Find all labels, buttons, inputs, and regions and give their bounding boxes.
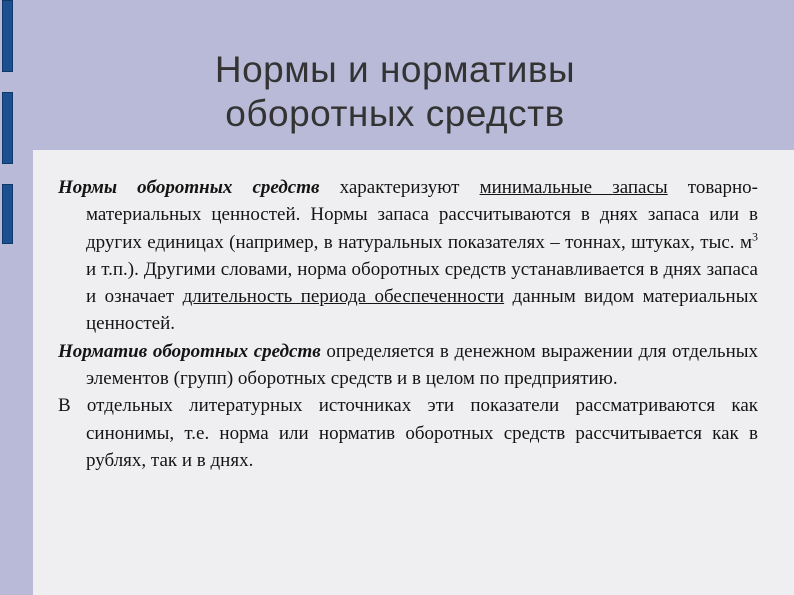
text-span: определяется в денежном выражении для отдельных элементов (групп) оборотных средств и в целом по предприятию. (86, 340, 758, 390)
side-bar-segment (2, 184, 13, 244)
text-span: В отдельных литературных источниках эти показатели рассматриваются как синонимы, т.е. норма или норматив оборотных средств рассчитывается как в рублях, так и в днях. (58, 395, 758, 471)
text-span: товарно-материальных ценностей. Нормы запаса рассчитываются в днях запаса или в других единицах (например, в натуральных показателях – тоннах, штуках, тыс. м (86, 177, 759, 253)
term-norms: Нормы оборотных средств (58, 177, 320, 198)
side-bar-segment (2, 0, 13, 72)
slide-title (80, 48, 710, 136)
slide-title-line2: оборотных средств (225, 93, 565, 134)
text-span: характеризуют (319, 177, 480, 198)
underlined-word: минимальные (479, 177, 613, 198)
text-span: данным видом материальных ценностей. (86, 286, 758, 335)
side-bar-segment (2, 92, 13, 164)
slide-body (58, 174, 758, 474)
underlined-word: запасы (612, 177, 668, 198)
decorative-side-bar (0, 0, 17, 595)
underlined-word: длительность (182, 286, 301, 308)
paragraph-normative (58, 338, 758, 393)
underlined-word: обеспеченности (374, 286, 505, 308)
paragraph-norms (58, 174, 758, 338)
underlined-word: периода (300, 286, 375, 308)
paragraph-synonyms (58, 392, 758, 474)
text-span: и т.п.). Другими словами, норма оборотных средств устанавливается в днях запаса и означает (86, 258, 758, 308)
term-normative: Норматив оборотных средств (58, 340, 321, 362)
slide-title-line1: Нормы и нормативы (214, 49, 576, 90)
superscript: 3 (752, 229, 758, 244)
